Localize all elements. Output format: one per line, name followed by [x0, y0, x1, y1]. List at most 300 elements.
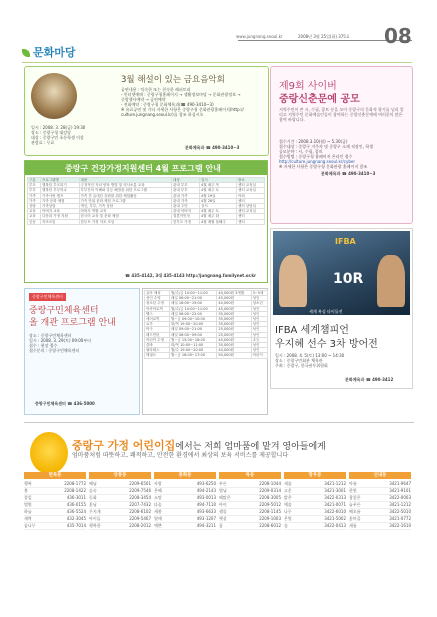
table-cell: 3~5세	[251, 291, 267, 296]
gym-table	[144, 290, 268, 359]
table-cell: 가족	[28, 198, 41, 203]
daycare-name: 봄	[24, 488, 28, 493]
daycare-phone: 494-7110	[196, 502, 216, 507]
table-cell: 가족 간 유대감 강화를 위한 체험활동	[79, 193, 171, 198]
daycare-subline: 엄마품처럼 따뜻하고, 쾌적하고, 안전한 환경에서 최상의 보육 서비스를 제공합니다	[72, 452, 289, 459]
table-cell: 센터 교육실	[236, 188, 264, 193]
daycare-item	[154, 502, 216, 509]
daycare-name: 별빛	[24, 502, 32, 507]
daycare-item	[24, 488, 86, 495]
table-cell: 개인, 부부, 가족 상담	[79, 204, 171, 209]
boxing-card: 10R	[333, 271, 364, 287]
daycare-item	[349, 509, 411, 516]
table-cell: 행복한 부모되기	[41, 183, 80, 188]
table-header: 일시	[199, 178, 236, 183]
daycare-name: 열매	[154, 516, 162, 521]
contest-period: 접수기간 : 2008.3.10(월) ~ 5.30(금)	[279, 139, 348, 144]
daycare-area: 중화동	[154, 472, 216, 479]
table-cell: 태권도	[145, 353, 170, 358]
daycare-name: 은혜	[154, 488, 162, 493]
table-cell: 성인 수영	[145, 296, 170, 301]
table-cell: 센터	[236, 214, 264, 219]
daycare-name: 새싹	[24, 516, 32, 521]
table-cell: 매일 09:00~21:00	[170, 327, 217, 332]
gym-box	[24, 288, 140, 415]
table-cell: 성인	[251, 327, 267, 332]
daycare-name: 해님	[89, 481, 97, 486]
concert-target: 대상 : 중랑구민 초등학생 이상	[31, 135, 84, 140]
table-cell: 아버지 교육	[41, 209, 80, 214]
table-cell: 40,000원	[217, 348, 251, 353]
daycare-name: 새봄	[154, 509, 162, 514]
daycare-column	[24, 472, 86, 530]
table-row	[145, 353, 268, 358]
concert-where: 장소 : 중랑구청 대강당	[31, 130, 71, 135]
daycare-item	[349, 502, 411, 509]
daycare-name: 동화	[89, 495, 97, 500]
table-cell: 25,000원	[217, 332, 251, 337]
table-cell: 성인	[251, 332, 267, 337]
daycare-phone: 2209-1003	[259, 516, 281, 521]
table-cell: 청소년 수영	[145, 301, 170, 306]
boxing-when: 일시 : 2008. 4. 5(토) 13:00 ~ 14:30	[275, 353, 345, 358]
concert-photo	[31, 73, 77, 119]
daycare-column	[219, 472, 281, 530]
daycare-phone: 3421-9647	[389, 481, 411, 486]
daycare-phone: 3421-9101	[389, 488, 411, 493]
table-cell: 관내 가족	[171, 193, 199, 198]
daycare-phone: 3421-5002	[324, 516, 346, 521]
table-header: 장소	[236, 178, 264, 183]
table-cell: 35,000원	[217, 317, 251, 322]
table-header: 프로그램명	[41, 178, 80, 183]
table-cell: 매일 06:00~21:00	[170, 296, 217, 301]
concert-lines	[121, 87, 266, 117]
daycare-name: 꽃님	[89, 502, 97, 507]
table-cell: 센터	[236, 198, 264, 203]
table-cell: 헬스	[145, 311, 170, 316]
table-cell: 4월 매주 목	[199, 183, 236, 188]
daycare-item	[284, 481, 346, 488]
daycare-item	[284, 488, 346, 495]
boxing-where: 장소 : 중랑구민회관 체육관	[275, 358, 323, 363]
table-cell: 40,000원	[217, 337, 251, 342]
table-cell: 매일 06:00~22:00	[170, 311, 217, 316]
health-program-box	[24, 160, 268, 283]
table-cell: 가족 단위 문화 체험 프로그램	[79, 198, 171, 203]
daycare-ad	[24, 416, 414, 617]
daycare-name: 햇살	[219, 516, 227, 521]
table-row	[28, 219, 265, 224]
page-number: 08	[384, 24, 412, 48]
daycare-name: 아이	[219, 502, 227, 507]
table-cell: 다문화 가정 지원	[41, 214, 80, 219]
table-cell: 30,000원	[217, 311, 251, 316]
table-header: 내용	[79, 178, 171, 183]
contest-method: 접수방법 : 중랑구청 홈페이지 온라인 접수	[279, 154, 353, 159]
daycare-phone: 2208-1145	[259, 509, 281, 514]
daycare-name: 사랑	[154, 481, 162, 486]
table-cell: 4월 19일	[199, 193, 236, 198]
daycare-item	[219, 481, 281, 488]
table-cell: 가족 문화 체험	[41, 198, 80, 203]
daycare-item	[284, 516, 346, 523]
daycare-item	[89, 502, 151, 509]
daycare-columns	[24, 472, 414, 612]
daycare-headline-1: 중랑구 가정 어린이집	[72, 439, 176, 452]
daycare-phone: 436-0155	[66, 502, 86, 507]
daycare-item	[349, 516, 411, 523]
table-cell: 부모	[28, 183, 41, 188]
daycare-item	[219, 495, 281, 502]
contest-title-1: 제9회 사이버	[279, 81, 337, 92]
boxer-right	[377, 255, 405, 307]
gym-badge: 중랑구민체육센터	[29, 293, 66, 301]
daycare-name: 무지개	[89, 509, 101, 514]
daycare-name: 하늘	[24, 509, 32, 514]
daycare-name: 샘물	[219, 509, 227, 514]
table-cell: 한부모 가정 자조 모임	[79, 219, 171, 224]
table-cell: 줌바	[145, 343, 170, 348]
daycare-item	[284, 523, 346, 530]
daycare-name: 푸른	[219, 481, 227, 486]
daycare-item	[154, 523, 216, 530]
daycare-name: 한빛	[349, 488, 357, 493]
daycare-area: 상봉동	[89, 472, 151, 479]
daycare-name: 은빛	[284, 516, 292, 521]
daycare-name: 고운	[284, 488, 292, 493]
daycare-phone: 2208-1422	[64, 488, 86, 493]
daycare-item	[89, 516, 151, 523]
daycare-item	[24, 495, 86, 502]
daycare-item	[89, 523, 151, 530]
ifba-banner: IFBA	[335, 237, 356, 246]
table-cell: 가족	[28, 193, 41, 198]
table-cell: 센터 교육실	[236, 183, 264, 188]
daycare-phone: 3422-0003	[389, 495, 411, 500]
daycare-item	[154, 495, 216, 502]
daycare-column	[154, 472, 216, 530]
table-cell: 한부모 가정	[171, 219, 199, 224]
daycare-item	[349, 495, 411, 502]
contest-site[interactable]: http://culture.jungnang.seoul.kr/cyber	[279, 159, 355, 164]
daycare-name: 해오름	[349, 509, 361, 514]
daycare-phone: 2208-1772	[64, 481, 86, 486]
daycare-phone: 493-6633	[196, 509, 216, 514]
daycare-item	[154, 516, 216, 523]
table-cell: 한국어 교육 및 문화 체험	[79, 214, 171, 219]
daycare-item	[284, 502, 346, 509]
daycare-name: 숲속	[89, 488, 97, 493]
table-cell: 요가	[145, 322, 170, 327]
daycare-name: 늘푸른	[349, 502, 361, 507]
table-cell: 가족상담	[41, 204, 80, 209]
contest-note: ※ 자세한 사항은 중랑구청 문화관광 홈페이지 참조	[279, 164, 368, 169]
daycare-name: 밝은	[284, 495, 292, 500]
daycare-name: 꿈	[219, 523, 223, 528]
daycare-name: 꿈나무	[24, 523, 36, 528]
daycare-name: 숲	[284, 523, 288, 528]
daycare-name: 나무	[284, 509, 292, 514]
daycare-item	[89, 488, 151, 495]
daycare-phone: 2208-2012	[129, 523, 151, 528]
daycare-item	[24, 523, 86, 530]
table-header: 대상	[171, 178, 199, 183]
daycare-name: 풀잎	[24, 495, 32, 500]
daycare-phone: 2208-3454	[129, 495, 151, 500]
table-cell: 월/수 19:00~20:00	[170, 348, 217, 353]
table-cell: 월~금 09:00~10:00	[170, 317, 217, 322]
table-cell: 성인	[251, 348, 267, 353]
table-cell: 성인	[251, 311, 267, 316]
concert-info	[31, 125, 111, 145]
table-cell: 성인	[251, 343, 267, 348]
contest-title-2: 중랑신춘문예 공모	[279, 94, 360, 105]
concert-contact: 문화체육과 ☎ 490-3410~3	[185, 145, 240, 150]
daycare-name: 다솜	[154, 502, 162, 507]
table-cell: 관내 부모	[171, 183, 199, 188]
daycare-item	[219, 502, 281, 509]
table-cell: 아쿠아로빅	[145, 306, 170, 311]
table-cell: 어린이	[251, 353, 267, 358]
health-program-footer: ☎ 435-4142, 3대 435-4143 http://jungnang.familynet.or.kr	[125, 273, 257, 278]
daycare-item	[349, 523, 411, 530]
table-cell: 야외	[236, 193, 264, 198]
daycare-name: 해맑은	[219, 495, 231, 500]
daycare-name: 예솔	[284, 502, 292, 507]
section-title-text: 문화마당	[33, 46, 76, 59]
daycare-area: 망우동	[284, 472, 346, 479]
daycare-phone: 2207-7432	[129, 502, 151, 507]
gym-line: 접수 : 현장 접수	[29, 343, 58, 348]
daycare-item	[154, 509, 216, 516]
daycare-name: 예쁜	[154, 523, 162, 528]
daycare-item	[219, 523, 281, 530]
table-cell: 월~금 15:00~16:00	[170, 337, 217, 342]
concert-line: - 전화예약 : 중랑구청 문화체육과(☎ 490-3410~3)	[121, 102, 214, 107]
daycare-phone: 2209-7546	[129, 488, 151, 493]
concert-line: 중랑행사예약 → 공연예약	[121, 97, 166, 102]
daycare-phone: 3421-0772	[389, 516, 411, 521]
gym-schedule	[142, 288, 268, 415]
gym-line: 접수문의 : 중랑구민체육센터	[29, 348, 80, 353]
table-cell: 결혼이민자	[171, 214, 199, 219]
contest-box	[270, 66, 413, 224]
table-cell: 교육	[28, 214, 41, 219]
table-cell: 상시	[199, 204, 236, 209]
daycare-phone: 2208-1044	[259, 481, 281, 486]
section-rule	[22, 62, 412, 63]
gym-contact: 중랑구민체육센터 ☎ 436-5000	[35, 401, 95, 406]
table-cell: 센터	[236, 219, 264, 224]
table-cell: 부부간의 이해와 갈등 해결을 위한 프로그램	[79, 188, 171, 193]
table-cell: 월/수/금 10:00~11:00	[170, 291, 217, 296]
table-cell: 긍정적인 자녀 양육 방법 및 의사소통 교육	[79, 183, 171, 188]
daycare-phone: 2209-5467	[129, 516, 151, 521]
table-cell: 부부	[28, 188, 41, 193]
table-cell: 교육	[28, 209, 41, 214]
daycare-phone: 2208-3005	[259, 495, 281, 500]
table-cell: 4월 매주 토	[199, 188, 236, 193]
daycare-phone: 436-5524	[66, 509, 86, 514]
daycare-phone: 2209-0314	[259, 488, 281, 493]
table-cell: 45,000원	[217, 296, 251, 301]
contest-target: 접수대상 : 중랑구 거주자 및 중랑구 소재 직장인, 학생	[279, 144, 373, 149]
gym-line: 일시 : 2008. 3. 29(토) 09:00부터	[29, 338, 92, 343]
contest-contact: 문화체육과 ☎ 490-3410~3	[321, 171, 376, 176]
daycare-name: 행복	[24, 481, 32, 486]
daycare-item	[89, 481, 151, 488]
concert-title: 3월 해설이 있는 금요음악회	[121, 75, 225, 85]
table-cell: 청소년	[251, 301, 267, 306]
table-cell: 성인	[251, 322, 267, 327]
table-cell: 50,000원	[217, 353, 251, 358]
table-cell: 4월 매월 둘째주	[199, 219, 236, 224]
daycare-phone: 3422-0313	[324, 495, 346, 500]
boxing-title-2: 우지혜 선수 3차 방어전	[275, 339, 378, 350]
boxing-info	[275, 353, 409, 368]
table-cell: 40,000원 3개월	[217, 291, 251, 296]
concert-line: 공연내용 : 익숙한 또는 친숙한 레퍼토리	[121, 87, 191, 92]
daycare-phone: 3421-1212	[324, 481, 346, 486]
table-cell: 40,000원	[217, 301, 251, 306]
header-url: www.jungnang.seoul.kr	[236, 34, 283, 39]
table-cell: 매일 16:00~19:00	[170, 301, 217, 306]
leaf-icon	[22, 49, 30, 57]
health-program-table	[27, 177, 265, 225]
daycare-column	[89, 472, 151, 530]
daycare-item	[24, 502, 86, 509]
daycare-item	[24, 516, 86, 523]
daycare-phone: 432-3045	[66, 516, 86, 521]
concert-line: culture.jungnang.seoul.kr)를 참조 하십시오	[121, 112, 204, 117]
boxing-photo	[273, 231, 410, 315]
table-cell: 아버지 역할 교육	[79, 209, 171, 214]
daycare-phone: 3421-0071	[324, 502, 346, 507]
table-cell: 매일 06:00~09:00	[170, 332, 217, 337]
concert-line: - 인터넷예매 : 중랑구청홈페이지 → 생활정보마당 → 문화관광정보 →	[121, 92, 241, 97]
gym-line: 장소 : 중랑구민체육센터	[29, 333, 72, 338]
table-cell: 4월 매주 토	[199, 209, 236, 214]
table-cell: 월/수/금 10:00~11:00	[170, 306, 217, 311]
table-cell: 화/목 19:00~20:00	[170, 322, 217, 327]
contest-fields: 공모분야 : 시, 수필, 콩트	[279, 149, 323, 154]
daycare-phone: 3421-1212	[389, 502, 411, 507]
daycare-item	[219, 509, 281, 516]
concert-box	[24, 66, 269, 156]
daycare-name: 새롬	[349, 523, 357, 528]
table-header: 구분	[28, 178, 41, 183]
table-cell: 관내 부부	[171, 188, 199, 193]
daycare-column	[349, 472, 411, 530]
page-header	[0, 0, 437, 48]
daycare-item	[154, 488, 216, 495]
daycare-character	[30, 432, 68, 474]
table-cell: 필라테스	[145, 348, 170, 353]
table-cell: 자조모임	[41, 219, 80, 224]
daycare-name: 꽃마을	[349, 516, 361, 521]
table-cell: 관내 주민	[171, 204, 199, 209]
table-cell: 월~금 16:00~17:00	[170, 353, 217, 358]
daycare-name: 행복한	[89, 523, 101, 528]
concert-when: 일시 : 2008. 3. 28(금) 19:30	[31, 125, 86, 130]
daycare-phone: 3422-5010	[389, 509, 411, 514]
table-cell: 성인	[251, 306, 267, 311]
table-cell: 센터 교육실	[236, 209, 264, 214]
header-date: 2008년 3월 25일(화) 375호	[298, 34, 350, 39]
table-cell: 행복한 부부학교	[41, 188, 80, 193]
table-cell: 25,000원	[217, 327, 251, 332]
daycare-item	[89, 509, 151, 516]
table-cell: 탁구	[145, 327, 170, 332]
daycare-column	[284, 472, 346, 530]
boxing-title-1: IFBA 세계챔피언	[275, 325, 349, 336]
daycare-name: 새솔	[284, 481, 292, 486]
boxing-caption: 세계 복싱 타이틀전	[309, 309, 343, 314]
daycare-rule	[24, 422, 414, 423]
boxing-box	[270, 228, 413, 389]
concert-fee: 관람료 : 무료	[31, 140, 55, 145]
table-cell: 에어로빅	[145, 317, 170, 322]
daycare-phone: 493-1207	[196, 516, 216, 521]
daycare-name: 아이들	[89, 516, 101, 521]
table-cell: 배드민턴	[145, 332, 170, 337]
daycare-phone: 3421-3001	[324, 488, 346, 493]
concert-line: ※ 유료공연 및 기타 자세한 사항은 중랑구청 문화관광홈페이지(http://	[121, 107, 244, 112]
table-cell: 성인	[251, 317, 267, 322]
daycare-name: 참좋은	[349, 495, 361, 500]
table-cell: 관내 아버지	[171, 209, 199, 214]
daycare-item	[219, 488, 281, 495]
daycare-area: 신내동	[349, 472, 411, 479]
daycare-phone: 493-0013	[196, 495, 216, 500]
table-cell: 관내 가족	[171, 198, 199, 203]
daycare-name: 아름	[349, 481, 357, 486]
daycare-item	[219, 516, 281, 523]
daycare-headline-2: 에서는 저희 엄마품에 맡겨 영아들에게	[175, 442, 326, 452]
daycare-area: 묵동	[219, 472, 281, 479]
table-cell: 공동	[28, 219, 41, 224]
daycare-item	[349, 481, 411, 488]
boxer-left	[279, 255, 307, 307]
boxing-contact: 문화체육과 ☎ 490-3412	[345, 377, 394, 382]
table-cell: 35,000원	[217, 322, 251, 327]
gym-title-1: 중랑구민체육센터	[29, 306, 99, 316]
daycare-item	[284, 495, 346, 502]
boxing-host: 주최 : 중랑구, 한국권투위원회	[275, 363, 328, 368]
daycare-phone: 494-2143	[196, 488, 216, 493]
table-cell: 화/목 10:00~11:00	[170, 343, 217, 348]
daycare-phone: 3422-1610	[389, 523, 411, 528]
table-cell: 초등	[251, 337, 267, 342]
daycare-phone: 2208-6012	[259, 523, 281, 528]
daycare-phone: 435-7014	[66, 523, 86, 528]
table-cell: 가족사랑 캠프	[41, 193, 80, 198]
health-program-title: 중랑구 건강가정지원센터 4월 프로그램 안내	[65, 164, 221, 173]
daycare-phone: 2208-6102	[129, 509, 151, 514]
table-cell: 4월 26일	[199, 198, 236, 203]
daycare-phone: 436-3011	[66, 495, 86, 500]
table-cell: 45,000원	[217, 306, 251, 311]
daycare-phone: 3422-0413	[324, 523, 346, 528]
contest-body: 지역주민이 쓴 시, 수필, 콩트 등을 모아 중랑구의 문화적 향기를 널리 알리고 지역주민 문화예술인들이 참여하는 중랑신춘문예에 여러분의 많은 참여 바랍니다.	[279, 107, 404, 122]
daycare-item	[154, 481, 216, 488]
daycare-item	[24, 481, 86, 488]
table-cell: 상담	[28, 204, 41, 209]
daycare-phone: 2209-6501	[129, 481, 151, 486]
table-cell: 성인	[251, 296, 267, 301]
daycare-phone: 493-6250	[196, 481, 216, 486]
